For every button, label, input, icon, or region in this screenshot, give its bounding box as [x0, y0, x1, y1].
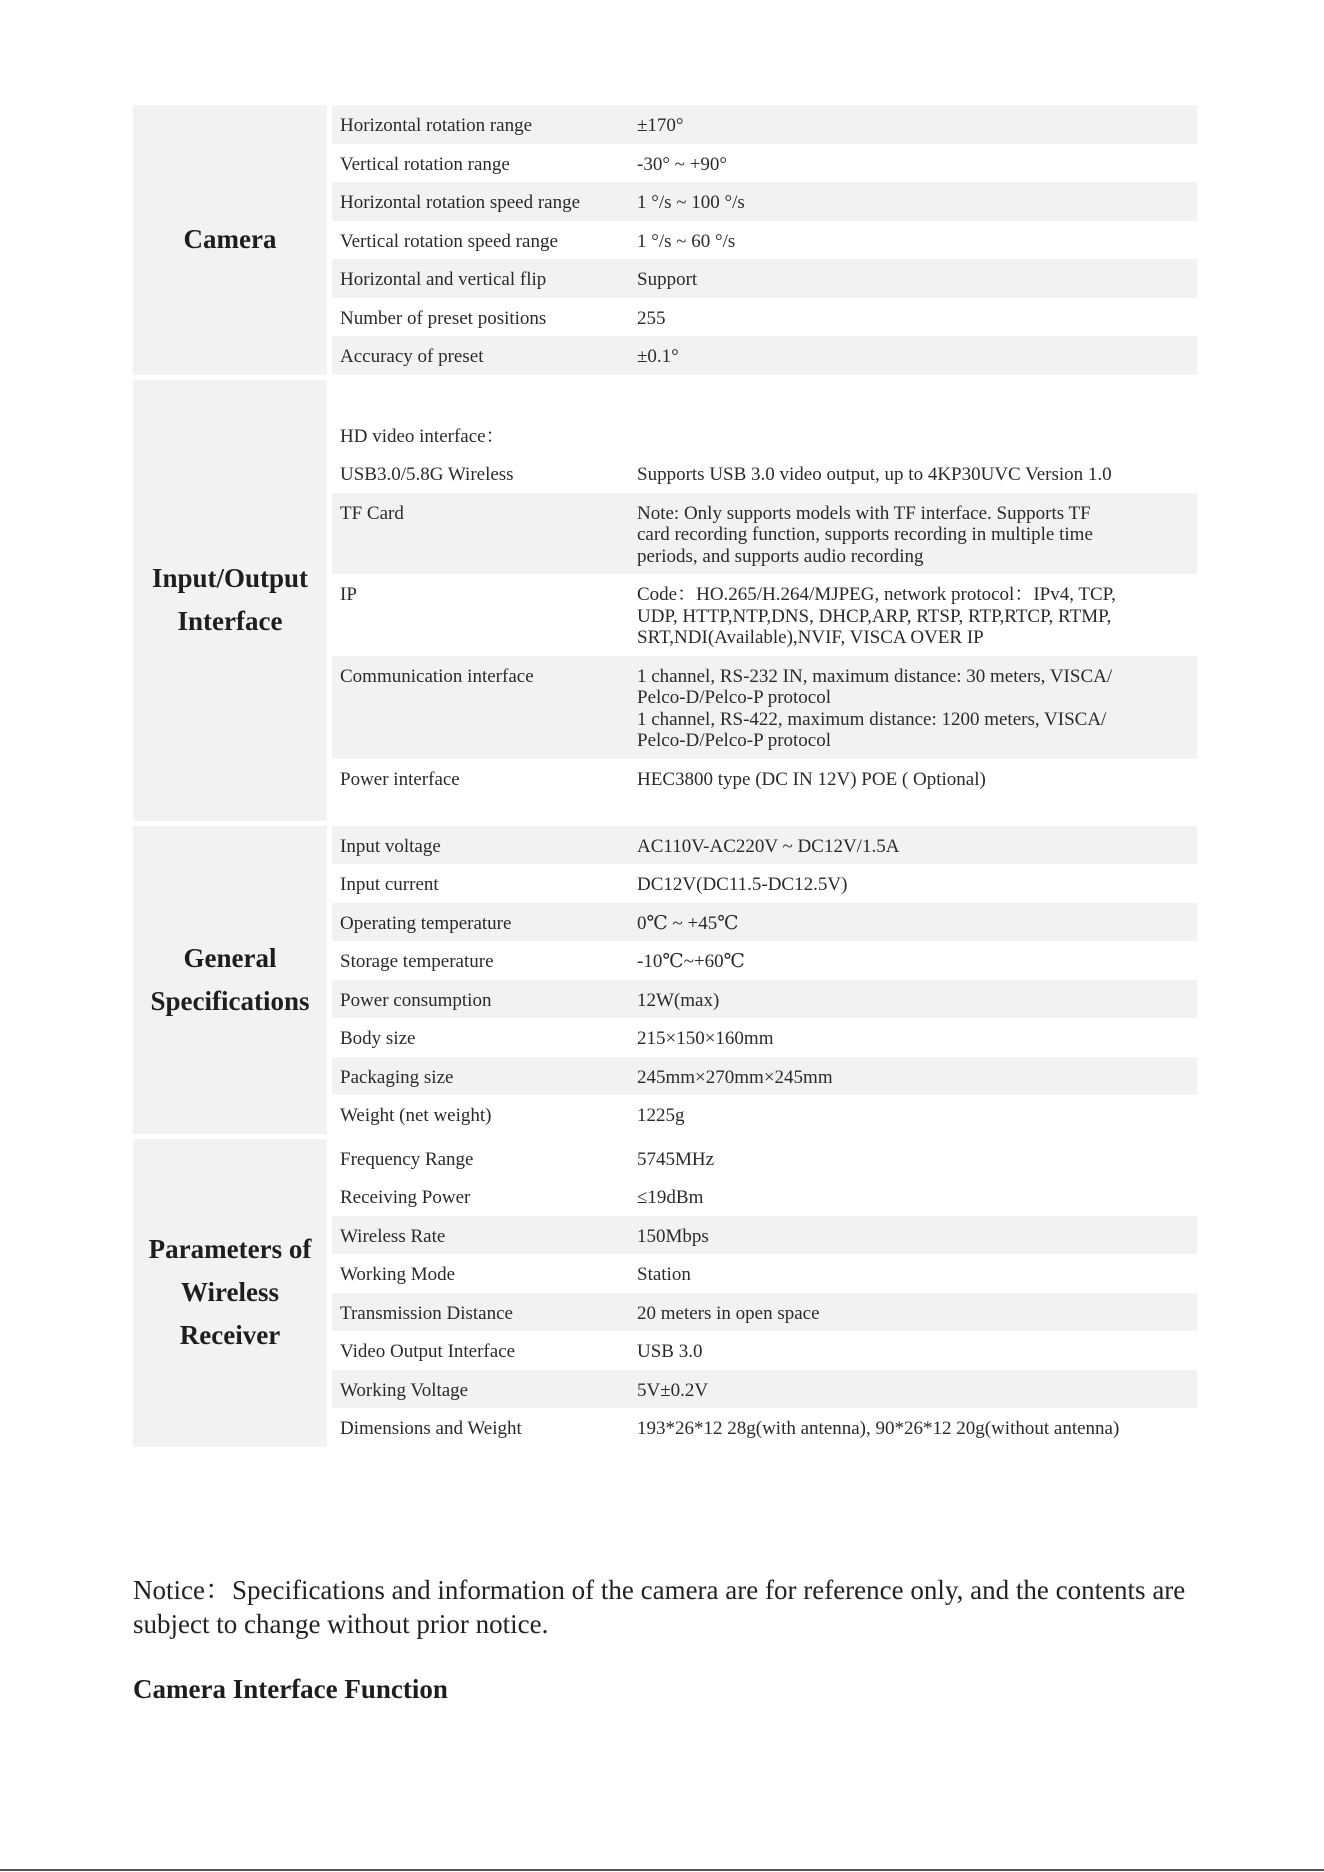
spec-value: 245mm×270mm×245mm	[637, 1066, 833, 1088]
spec-category: General Specifications	[133, 826, 327, 1134]
spec-label: Horizontal rotation range	[340, 115, 533, 136]
spec-category: Camera	[133, 105, 327, 375]
spec-row	[332, 1095, 1197, 1134]
spec-value: USB 3.0	[637, 1341, 703, 1362]
spec-row	[332, 182, 1197, 221]
spec-value: Code：HO.265/H.264/MJPEG, network protocol：IPv4, TCP, UDP, HTTP,NTP,DNS, DHCP,ARP, RTSP, RTP,RTCP, RTMP, SRT,NDI(Available),NVIF, VISCA OVER IP	[637, 584, 1116, 648]
spec-row	[332, 493, 1197, 575]
spec-row	[332, 864, 1197, 903]
spec-label: Input current	[340, 874, 439, 895]
spec-label: Weight (net weight)	[340, 1105, 492, 1126]
spec-label: Horizontal rotation speed range	[340, 192, 581, 213]
spec-label: Packaging size	[340, 1066, 454, 1088]
spec-section	[133, 380, 1197, 821]
spec-row	[332, 1139, 1197, 1178]
spec-value: -10℃~+60℃	[637, 951, 745, 972]
spec-label: Operating temperature	[340, 912, 512, 934]
spec-value: 5745MHz	[637, 1148, 715, 1170]
spec-row	[332, 1177, 1197, 1216]
spec-label: IP	[340, 584, 357, 605]
spec-value: -30° ~ +90°	[637, 153, 728, 175]
spec-row	[332, 1370, 1197, 1409]
spec-row	[332, 759, 1197, 821]
spec-value: 1 °/s ~ 100 °/s	[637, 192, 745, 213]
spec-table	[133, 105, 1197, 1452]
spec-row	[332, 454, 1197, 493]
spec-value: 1225g	[637, 1105, 685, 1126]
spec-row	[332, 144, 1197, 183]
spec-row	[332, 656, 1197, 759]
spec-value: Station	[637, 1264, 691, 1285]
spec-row	[332, 903, 1197, 942]
spec-value	[637, 426, 1197, 448]
spec-value: DC12V(DC11.5-DC12.5V)	[637, 874, 848, 895]
spec-value: 1 °/s ~ 60 °/s	[637, 230, 736, 252]
spec-value: 20 meters in open space	[637, 1302, 820, 1324]
spec-label: Body size	[340, 1028, 416, 1049]
spec-label: Power consumption	[340, 989, 492, 1011]
spec-category: Parameters of Wireless Receiver	[133, 1139, 327, 1447]
spec-label: HD video interface：	[340, 425, 505, 447]
spec-row	[332, 298, 1197, 337]
spec-row	[332, 336, 1197, 375]
spec-label: Vertical rotation range	[340, 153, 510, 175]
spec-value: Support	[637, 269, 698, 290]
spec-label: TF Card	[340, 502, 404, 524]
spec-value: 215×150×160mm	[637, 1028, 774, 1049]
spec-label: Wireless Rate	[340, 1225, 446, 1247]
spec-row	[332, 1254, 1197, 1293]
spec-value: ±0.1°	[637, 346, 679, 367]
spec-row	[332, 1331, 1197, 1370]
spec-rows	[332, 1139, 1197, 1447]
notice-text: Notice：Specifications and information of the camera are for reference only, and the contents are subject to change without prior notice.	[133, 1575, 1186, 1639]
spec-row	[332, 1293, 1197, 1332]
spec-section	[133, 826, 1197, 1134]
spec-label: USB3.0/5.8G Wireless	[340, 464, 514, 485]
spec-label: Accuracy of preset	[340, 346, 484, 367]
section-heading: Camera Interface Function	[133, 1674, 448, 1704]
spec-label: Horizontal and vertical flip	[340, 269, 547, 290]
spec-row	[332, 826, 1197, 865]
spec-value: 5V±0.2V	[637, 1379, 709, 1401]
spec-row	[332, 259, 1197, 298]
spec-label: Working Mode	[340, 1264, 456, 1285]
spec-label: Video Output Interface	[340, 1341, 516, 1362]
spec-value: ≤19dBm	[637, 1187, 704, 1208]
spec-value: Supports USB 3.0 video output, up to 4KP30UVC Version 1.0	[637, 464, 1112, 485]
spec-row	[332, 980, 1197, 1019]
spec-value: 193*26*12 28g(with antenna), 90*26*12 20g(without antenna)	[637, 1418, 1120, 1439]
spec-rows	[332, 380, 1197, 821]
spec-label: Frequency Range	[340, 1148, 474, 1170]
spec-section	[133, 105, 1197, 375]
spec-label: Dimensions and Weight	[340, 1418, 522, 1439]
spec-label: Number of preset positions	[340, 307, 547, 329]
spec-label: Vertical rotation speed range	[340, 230, 558, 252]
spec-row	[332, 380, 1197, 455]
spec-label: Receiving Power	[340, 1187, 471, 1208]
spec-rows	[332, 105, 1197, 375]
spec-value: 12W(max)	[637, 989, 720, 1011]
spec-label: Storage temperature	[340, 951, 494, 972]
spec-label: Power interface	[340, 768, 460, 790]
spec-value: HEC3800 type (DC IN 12V) POE ( Optional)	[637, 768, 986, 790]
spec-row	[332, 1216, 1197, 1255]
spec-row	[332, 105, 1197, 144]
spec-row	[332, 1018, 1197, 1057]
spec-value: 0℃ ~ +45℃	[637, 912, 739, 934]
spec-value: ±170°	[637, 115, 684, 136]
spec-value: AC110V-AC220V ~ DC12V/1.5A	[637, 835, 900, 857]
spec-value: 1 channel, RS-232 IN, maximum distance: 30 meters, VISCA/ Pelco-D/Pelco-P protocol 1 channel, RS-422, maximum distance: 1200 meters, VISCA/ Pelco-D/Pelco-P protocol	[637, 665, 1113, 751]
spec-section	[133, 1139, 1197, 1447]
spec-label: Input voltage	[340, 835, 441, 857]
page-bottom-rule	[0, 1869, 1324, 1871]
spec-value: Note: Only supports models with TF interface. Supports TF card recording function, supports recording in multiple time periods, and supports audio recording	[637, 502, 1093, 567]
spec-row	[332, 221, 1197, 260]
spec-label: Communication interface	[340, 665, 534, 687]
spec-label: Transmission Distance	[340, 1302, 513, 1324]
spec-rows	[332, 826, 1197, 1134]
spec-row	[332, 1408, 1197, 1447]
spec-value: 150Mbps	[637, 1225, 709, 1247]
spec-row	[332, 941, 1197, 980]
spec-category: Input/Output Interface	[133, 380, 327, 821]
spec-label: Working Voltage	[340, 1379, 469, 1401]
spec-value: 255	[637, 307, 666, 329]
spec-row	[332, 1057, 1197, 1096]
spec-row	[332, 574, 1197, 656]
